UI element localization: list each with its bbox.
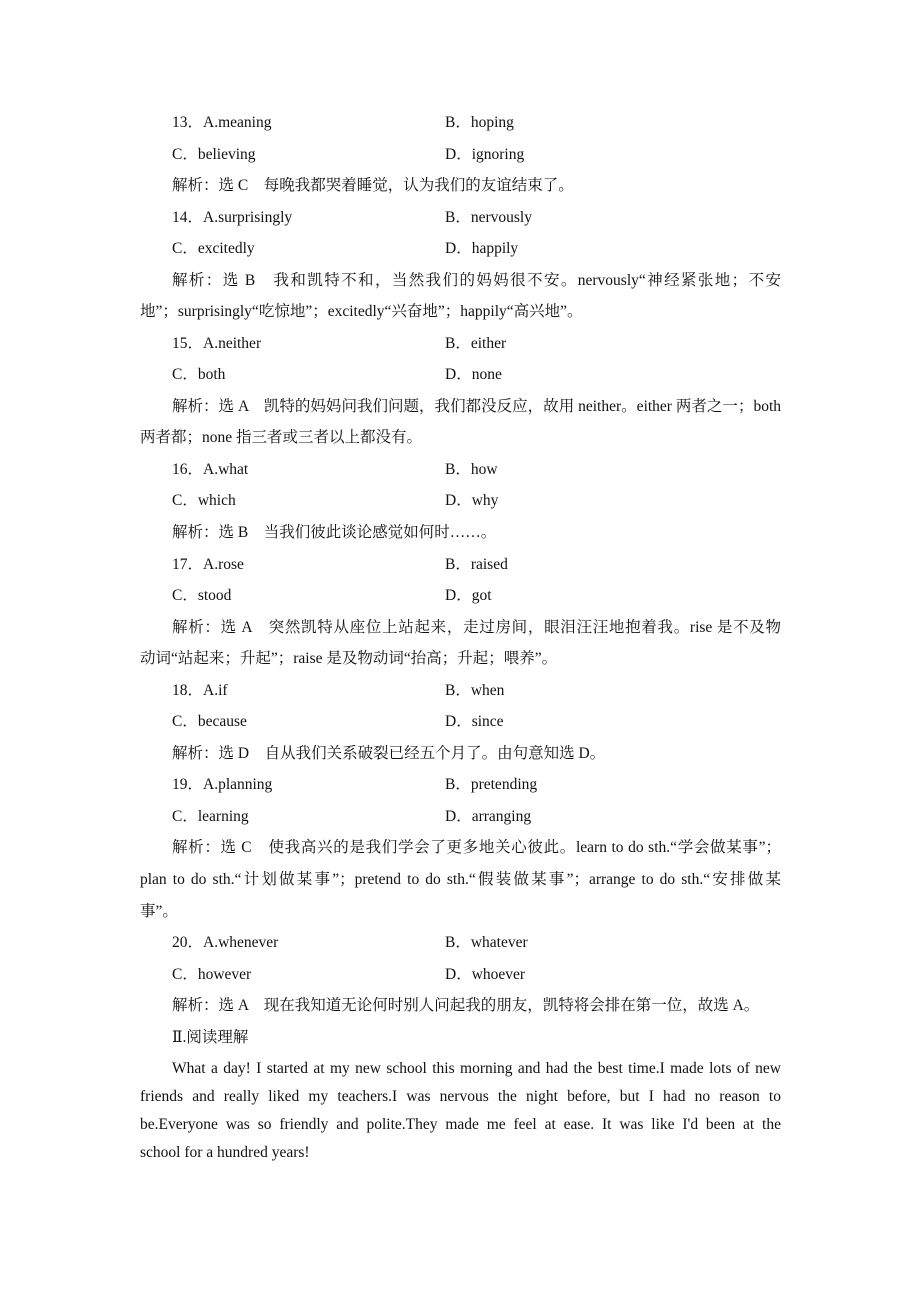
option-b: B．whatever	[445, 934, 528, 952]
analysis-line: 动词“站起来；升起”；raise 是及物动词“抬高；升起；喂养”。	[140, 650, 558, 668]
option-d: D．since	[445, 713, 504, 731]
analysis-line: 解析：选 A 凯特的妈妈问我们问题，我们都没反应，故用 neither。either 两者之一；both	[172, 397, 781, 415]
option-a: 17．A.rose	[172, 555, 244, 573]
option-d: D．ignoring	[445, 145, 525, 163]
option-c: C．both	[172, 366, 226, 384]
option-c: C．however	[172, 965, 252, 983]
option-c: C．excitedly	[172, 240, 255, 258]
option-c: C．which	[172, 492, 236, 510]
passage-line: be.Everyone was so friendly and polite.They made me feel at ease. It was like I'd been at the	[140, 1115, 781, 1133]
option-d: D．happily	[445, 240, 519, 258]
option-a: 20．A.whenever	[172, 934, 279, 952]
passage-line: What a day! I started at my new school this morning and had the best time.I made lots of new	[172, 1059, 781, 1077]
option-a: 13．A.meaning	[172, 114, 272, 131]
option-a: 18．A.if	[172, 681, 228, 699]
analysis-line: 解析：选 A 现在我知道无论何时别人问起我的朋友，凯特将会排在第一位，故选 A。	[172, 997, 760, 1015]
analysis-line: 事”。	[140, 902, 178, 920]
option-d: D．none	[445, 366, 502, 384]
analysis-line: plan to do sth.“计划做某事”；pretend to do sth.“假装做某事”；arrange to do sth.“安排做某	[140, 870, 781, 888]
option-b: B．either	[445, 334, 507, 352]
analysis-line: 地”；surprisingly“吃惊地”；excitedly“兴奋地”；happily“高兴地”。	[140, 303, 583, 321]
option-d: D．got	[445, 587, 492, 605]
option-a: 19．A.planning	[172, 776, 273, 794]
analysis-line: 解析：选 B 当我们彼此谈论感觉如何时……。	[172, 524, 497, 542]
option-b: B．nervously	[445, 208, 532, 226]
option-b: B．hoping	[445, 114, 514, 131]
option-b: B．raised	[445, 555, 508, 573]
analysis-line: 解析：选 C 使我高兴的是我们学会了更多地关心彼此。learn to do sth.“学会做某事”；	[172, 839, 781, 857]
option-c: C．stood	[172, 587, 232, 605]
passage-line: school for a hundred years!	[140, 1143, 310, 1161]
option-b: B．how	[445, 460, 498, 478]
option-b: B．pretending	[445, 776, 538, 794]
option-c: C．learning	[172, 807, 249, 825]
analysis-line: 解析：选 D 自从我们关系破裂已经五个月了。由句意知选 D。	[172, 744, 606, 762]
section-heading: Ⅱ.阅读理解	[172, 1028, 249, 1046]
option-d: D．whoever	[445, 965, 526, 983]
option-a: 16．A.what	[172, 460, 249, 478]
option-a: 14．A.surprisingly	[172, 208, 293, 226]
option-b: B．when	[445, 681, 505, 699]
analysis-line: 解析：选 C 每晚我都哭着睡觉，认为我们的友谊结束了。	[172, 177, 574, 195]
analysis-line: 解析：选 B 我和凯特不和，当然我们的妈妈很不安。nervously“神经紧张地；不安	[172, 271, 781, 289]
analysis-line: 两者都；none 指三者或三者以上都没有。	[140, 429, 423, 447]
option-a: 15．A.neither	[172, 334, 262, 352]
option-d: D．arranging	[445, 807, 532, 825]
option-c: C．believing	[172, 145, 256, 163]
passage-line: friends and really liked my teachers.I was nervous the night before, but I had no reason to	[140, 1087, 781, 1105]
option-c: C．because	[172, 713, 247, 731]
option-d: D．why	[445, 492, 499, 510]
analysis-line: 解析：选 A 突然凯特从座位上站起来，走过房间，眼泪汪汪地抱着我。rise 是不及物	[172, 618, 781, 636]
